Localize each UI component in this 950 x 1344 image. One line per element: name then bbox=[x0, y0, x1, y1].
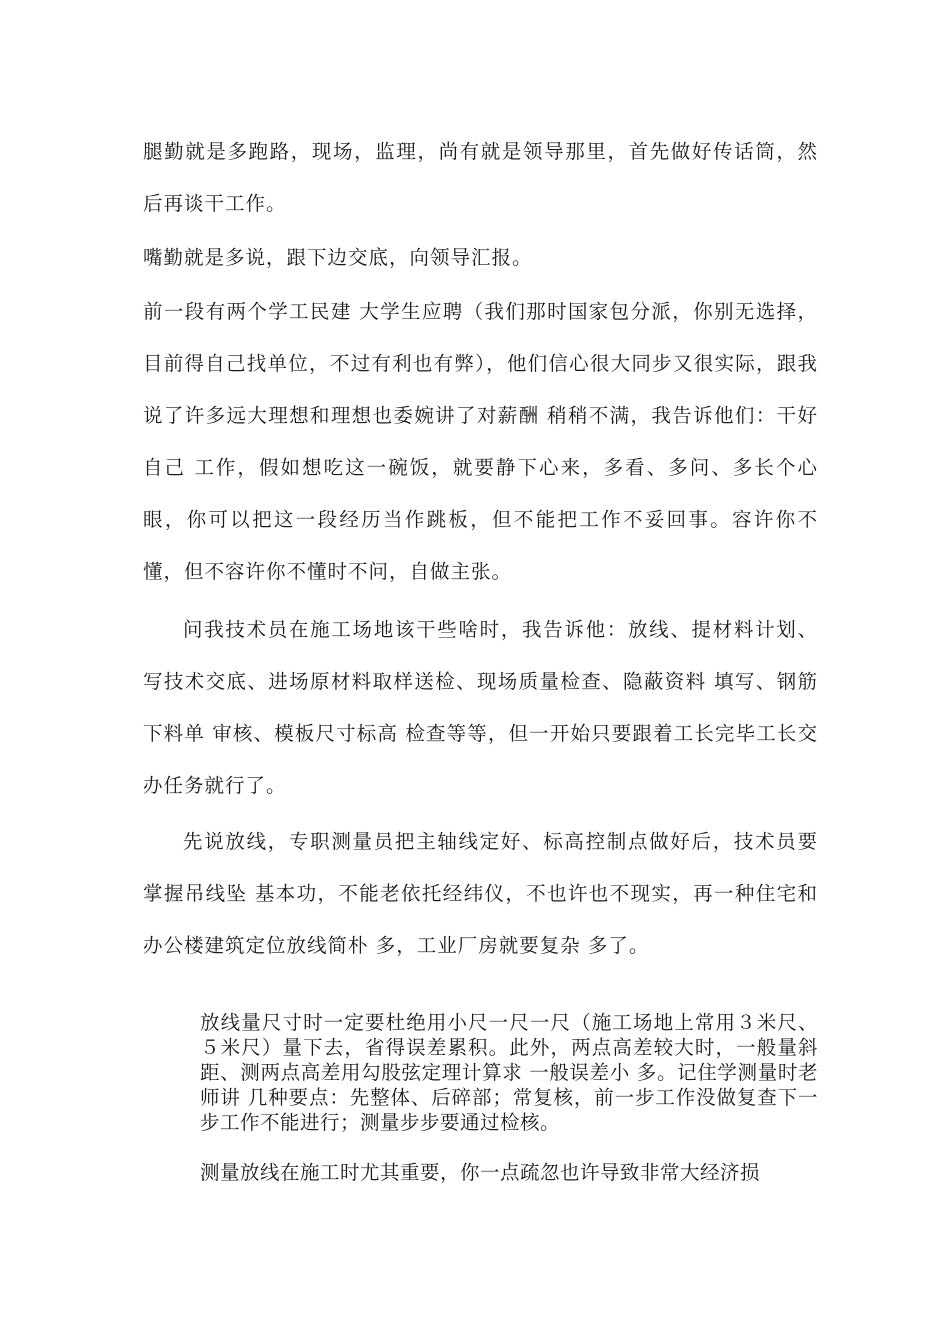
paragraph-technician-duties: 问我技术员在施工场地该干些啥时，我告诉他：放线、提材料计划、写技术交底、进场原材料取样送检、现场质量检查、隐蔽资料 填写、钢筋下料单 审核、模板尺寸标高 检查等等，但一开始只要跟着工长完毕工长交办任务就行了。 bbox=[143, 618, 818, 797]
paragraph-layout-work: 先说放线，专职测量员把主轴线定好、标高控制点做好后，技术员要掌握吊线坠 基本功，不能老依托经纬仪，不也许也不现实，再一种住宅和办公楼建筑定位放线简朴 多，工业厂房就要复杂 多了。 bbox=[143, 830, 818, 957]
paragraph-leg-diligence: 腿勤就是多跑路，现场，监理，尚有就是领导那里，首先做好传话筒，然后再谈干工作。 bbox=[143, 140, 818, 215]
paragraph-mouth-diligence: 嘴勤就是多说，跟下边交底，向领导汇报。 bbox=[143, 246, 533, 269]
paragraph-measuring-tips: 放线量尺寸时一定要杜绝用小尺一尺一尺（施工场地上常用３米尺、５米尺）量下去，省得误差累积。此外，两点高差较大时，一般量斜距、测两点高差用勾股弦定理计算求 一般误差小 多。记住学测量时老师讲 几种要点：先整体、后碎部；常复核，前一步工作没做复查下一步工作不能进行；测量步步要通过检核。 bbox=[200, 1011, 818, 1134]
paragraph-survey-importance: 测量放线在施工时尤其重要，你一点疏忽也许导致非常大经济损 bbox=[200, 1161, 761, 1184]
paragraph-graduates: 前一段有两个学工民建 大学生应聘（我们那时国家包分派，你别无选择，目前得自己找单位，不过有利也有弊），他们信心很大同步又很实际，跟我说了许多远大理想和理想也委婉讲了对薪酬 稍稍不满，我告诉他们：干好自己 工作，假如想吃这一碗饭，就要静下心来，多看、多问、多长个心眼，你可以把这一段经历当作跳板，但不能把工作不妥回事。容许你不懂，但不容许你不懂时不问，自做主张。 bbox=[143, 300, 818, 583]
